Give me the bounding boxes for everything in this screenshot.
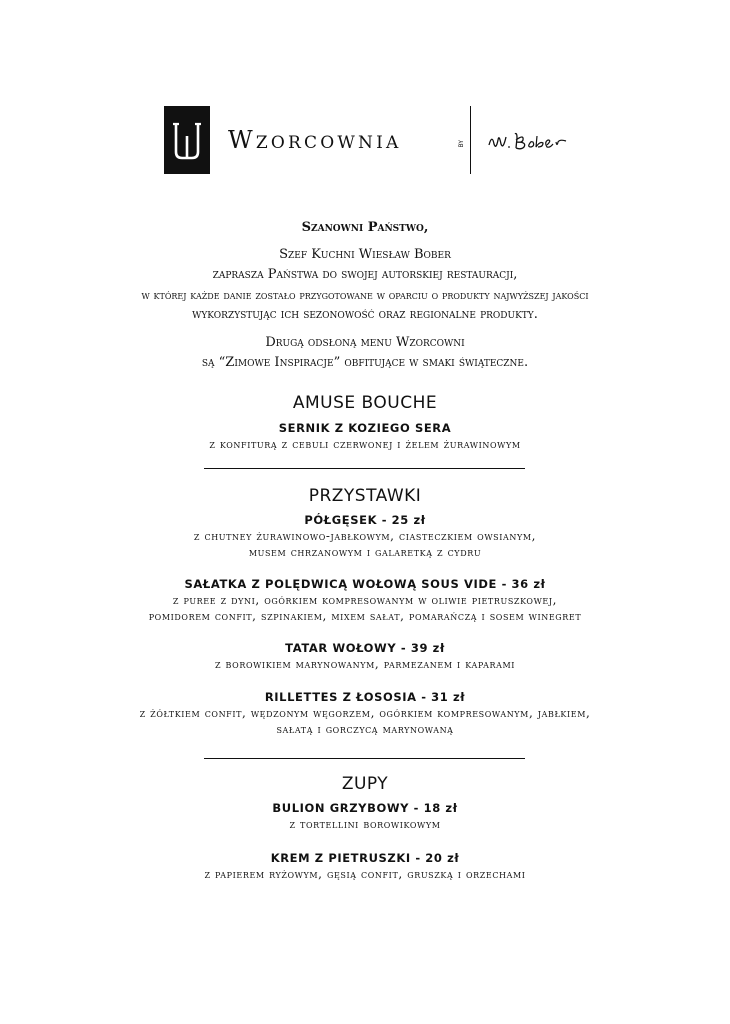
intro-line: są “Zimowe Inspiracje” obfitujące w smaki świąteczne.: [201, 355, 529, 370]
dish-name: BULION GRZYBOWY - 18 zł: [272, 801, 458, 815]
brand-name: Wzorcownia: [228, 126, 402, 154]
intro-line: Drugą odsłoną menu Wzorcowni: [265, 335, 465, 350]
intro-line: wykorzystując ich sezonowość oraz regionalne produkty.: [192, 307, 538, 322]
by-label: BY: [458, 140, 465, 148]
dish-name: PÓŁGĘSEK - 25 zł: [304, 513, 426, 527]
section-title-zupy: ZUPY: [341, 774, 389, 794]
dish-name: SAŁATKA Z POLĘDWICĄ WOŁOWĄ SOUS VIDE - 36 zł: [184, 577, 546, 591]
dish-name: SERNIK Z KOZIEGO SERA: [278, 421, 452, 435]
dish-description: z tortellini borowikowym: [289, 817, 441, 831]
section-title-amuse-bouche: AMUSE BOUCHE: [292, 393, 438, 413]
dish-przystawki-4: [0, 689, 730, 737]
dish-description: pomidorem confit, szpinakiem, mixem sałat, pomarańczą i sosem winegret: [148, 609, 582, 623]
dish-amuse-1: [0, 420, 730, 452]
intro-paragraph-2: [0, 333, 730, 373]
dish-przystawki-2: [0, 576, 730, 624]
dish-description: z konfiturą z cebuli czerwonej i żelem żurawinowym: [209, 437, 521, 451]
dish-description: z puree z dyni, ogórkiem kompresowanym w oliwie pietruszkowej,: [172, 593, 558, 607]
w-monogram-logo-icon: [164, 106, 210, 174]
intro-paragraph: [0, 245, 730, 325]
dish-description: z borowikiem marynowanym, parmezanem i kaparami: [214, 657, 516, 671]
intro-line: zaprasza Państwa do swojej autorskiej restauracji,: [212, 267, 518, 282]
dish-przystawki-3: [0, 640, 730, 672]
dish-description: z żółtkiem confit, wędzonym węgorzem, ogórkiem kompresowanym, jabłkiem,: [139, 706, 591, 720]
dish-przystawki-1: [0, 512, 730, 560]
intro-line: w której każde danie zostało przygotowane w oparciu o produkty najwyższej jakości: [141, 288, 589, 302]
dish-name: KREM Z PIETRUSZKI - 20 zł: [270, 851, 460, 865]
section-divider: [204, 468, 525, 469]
dish-zupy-1: [0, 800, 730, 832]
salutation: Szanowni Państwo,: [301, 220, 429, 235]
section-title-przystawki: PRZYSTAWKI: [308, 486, 422, 506]
dish-description: z chutney żurawinowo-jabłkowym, ciasteczkiem owsianym,: [193, 529, 537, 543]
dish-zupy-2: [0, 850, 730, 882]
intro-line: Szef Kuchni Wiesław Bober: [279, 247, 451, 262]
signature-icon: [486, 128, 570, 158]
dish-description: musem chrzanowym i galaretką z cydru: [248, 545, 482, 559]
dish-name: RILLETTES Z ŁOSOSIA - 31 zł: [264, 690, 466, 704]
header-divider: [470, 106, 471, 174]
dish-description: z papierem ryżowym, gęsią confit, gruszką i orzechami: [204, 867, 526, 881]
section-divider: [204, 758, 525, 759]
dish-description: sałatą i gorczycą marynowaną: [276, 722, 454, 736]
dish-name: TATAR WOŁOWY - 39 zł: [285, 641, 445, 655]
